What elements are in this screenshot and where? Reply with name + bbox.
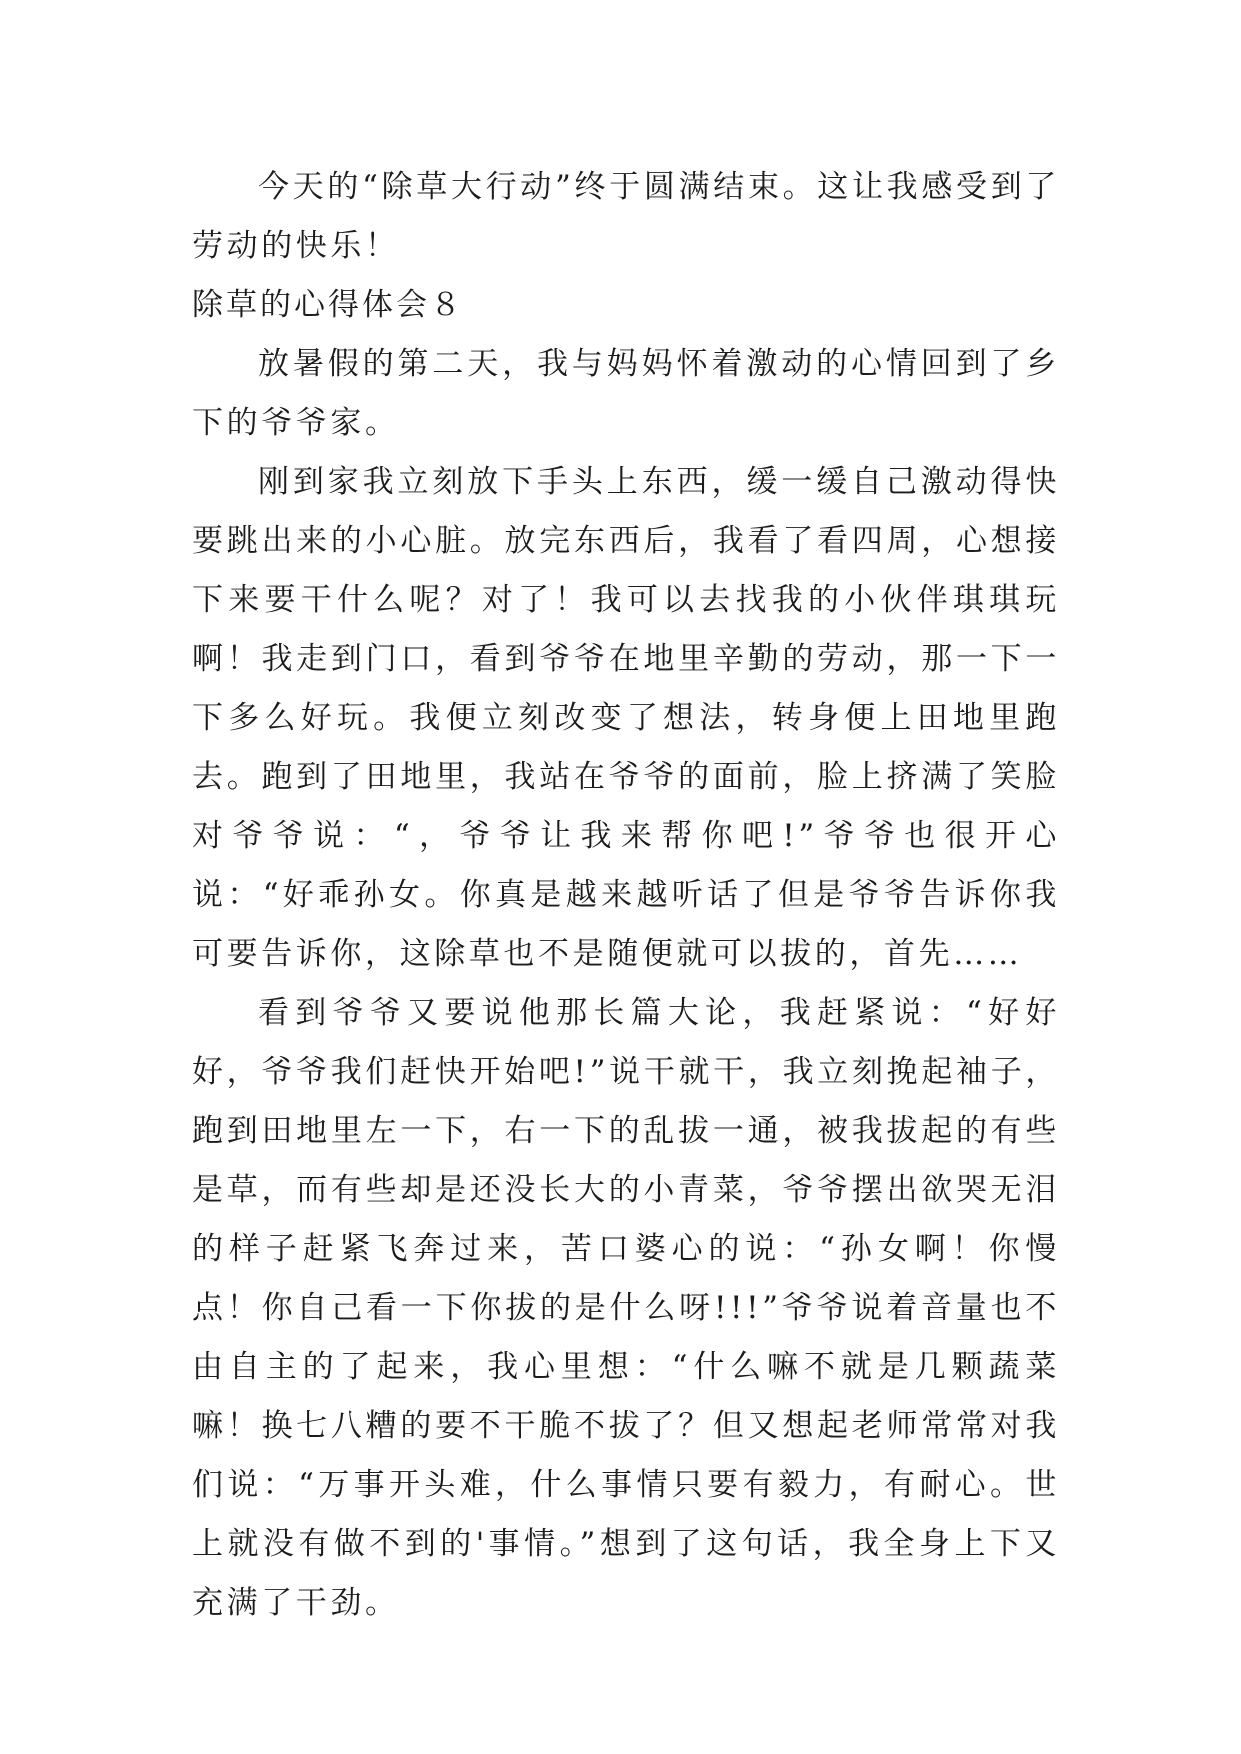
paragraph-arrival: 刚到家我立刻放下手头上东西，缓一缓自己激动得快要跳出来的小心脏。放完东西后，我看了看四周，心想接下来要干什么呢？对了！我可以去找我的小伙伴琪琪玩啊！我走到门口，看到爷爷在地里辛勤的劳动，那一下一下多么好玩。我便立刻改变了想法，转身便上田地里跑去。跑到了田地里，我站在爷爷的面前，脸上挤满了笑脸对爷爷说：“，爷爷让我来帮你吧!”爷爷也很开心说：“好乖孙女。你真是越来越听话了但是爷爷告诉你我可要告诉你，这除草也不是随便就可以拔的，首先…… <box>192 464 1060 972</box>
paragraph-intro: 放暑假的第二天，我与妈妈怀着激动的心情回到了乡下的爷爷家。 <box>192 346 1060 441</box>
paragraph-conclusion: 今天的“除草大行动”终于圆满结束。这让我感受到了劳动的快乐！ <box>192 169 1060 264</box>
document-page <box>192 158 1060 1633</box>
paragraph-weeding: 看到爷爷又要说他那长篇大论，我赶紧说：“好好好，爷爷我们赶快开始吧!”说干就干，我立刻挽起袖子，跑到田地里左一下，右一下的乱拔一通，被我拔起的有些是草，而有些却是还没长大的小青菜，爷爷摆出欲哭无泪的样子赶紧飞奔过来，苦口婆心的说：“孙女啊！你慢点！你自己看一下你拔的是什么呀!!!”爷爷说着音量也不由自主的了起来，我心里想：“什么嘛不就是几颗蔬菜嘛！换七八糟的要不干脆不拔了？但又想起老师常常对我们说：“万事开头难，什么事情只要有毅力，有耐心。世上就没有做不到的'事情。”想到了这句话，我全身上下又充满了干劲。 <box>192 995 1060 1621</box>
section-heading: 除草的心得体会８ <box>192 287 464 323</box>
